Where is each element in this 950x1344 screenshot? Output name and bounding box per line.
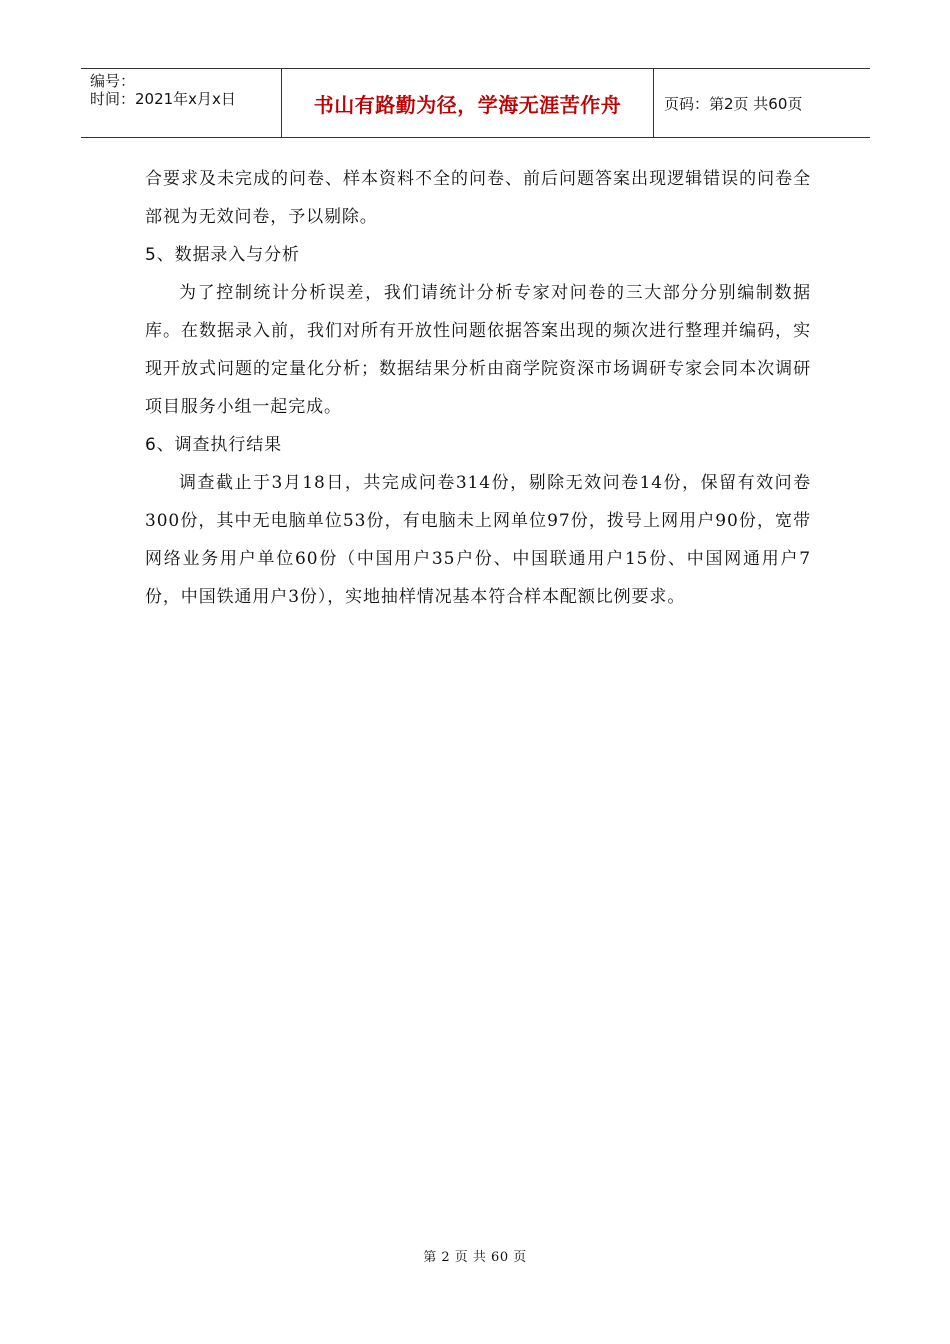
body-paragraph-continued: 合要求及未完成的问卷、样本资料不全的问卷、前后问题答案出现逻辑错误的问卷全部视为无效问卷，予以剔除。 bbox=[145, 169, 811, 227]
header-page-info: 页码：第2页 共60页 bbox=[664, 94, 803, 113]
body-paragraph-survey-results: 调查截止于3月18日，共完成问卷314份，剔除无效问卷14份，保留有效问卷300份，其中无电脑单位53份，有电脑未上网单位97份，拨号上网用户90份，宽带网络业务用户单位60份（中国用户35户份、中国联通用户15份、中国网通用户7份，中国铁通用户3份），实地抽样情况基本符合样本配额比例要求。 bbox=[145, 473, 811, 607]
document-number-label: 编号： bbox=[90, 72, 136, 90]
document-date: 时间：2021年x月x日 bbox=[90, 90, 236, 108]
header-meta-cell bbox=[81, 69, 282, 137]
document-header bbox=[81, 68, 870, 138]
header-page-cell bbox=[654, 69, 870, 137]
header-motto-cell bbox=[282, 69, 654, 137]
section-heading-data-entry: 5、数据录入与分析 bbox=[145, 245, 300, 265]
document-body bbox=[145, 160, 811, 616]
header-motto: 书山有路勤为径，学海无涯苦作舟 bbox=[313, 92, 622, 117]
page-footer: 第 2 页 共 60 页 bbox=[423, 1250, 527, 1265]
body-paragraph-data-entry: 为了控制统计分析误差，我们请统计分析专家对问卷的三大部分分别编制数据库。在数据录入前，我们对所有开放性问题依据答案出现的频次进行整理并编码，实现开放式问题的定量化分析；数据结果分析由商学院资深市场调研专家会同本次调研项目服务小组一起完成。 bbox=[145, 283, 811, 417]
section-heading-survey-results: 6、调查执行结果 bbox=[145, 435, 283, 455]
